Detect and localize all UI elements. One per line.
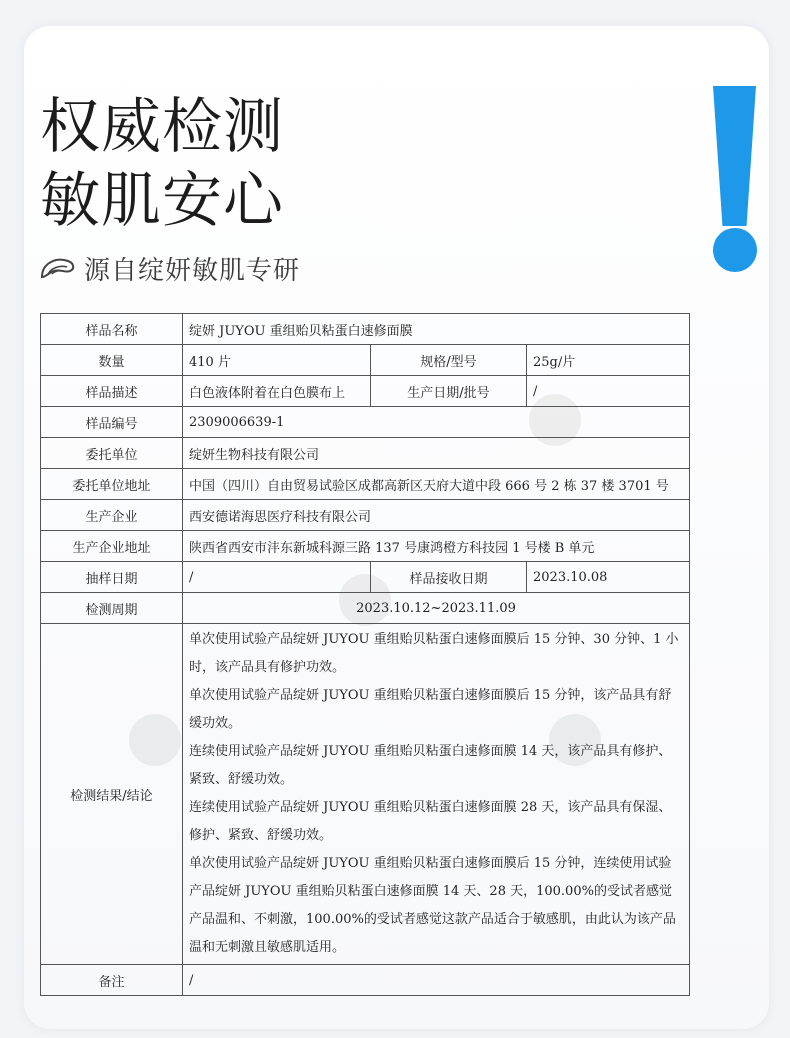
manufacturer-label: 生产企业 — [41, 500, 183, 531]
quantity-value: 410 片 — [183, 345, 371, 376]
receive-date-label: 样品接收日期 — [371, 562, 527, 593]
sampling-date-label: 抽样日期 — [41, 562, 183, 593]
table-row — [41, 562, 690, 593]
remark-label: 备注 — [41, 965, 183, 996]
subtitle-row — [40, 248, 300, 288]
headline-line-1: 权威检测 — [40, 92, 284, 162]
sample-name-value: 绽妍 JUYOU 重组贻贝粘蛋白速修面膜 — [183, 314, 690, 345]
result-paragraph: 连续使用试验产品绽妍 JUYOU 重组贻贝粘蛋白速修面膜 28 天，该产品具有保湿、修护、紧致、舒缓功效。 — [189, 800, 672, 843]
manufacturer-value: 西安德诺海思医疗科技有限公司 — [183, 500, 690, 531]
client-address-value: 中国（四川）自由贸易试验区成都高新区天府大道中段 666 号 2 栋 37 楼 3701 号 — [183, 469, 690, 500]
exclamation-dot-icon — [713, 228, 757, 272]
table-row — [41, 376, 690, 407]
sample-name-label: 样品名称 — [41, 314, 183, 345]
table-row — [41, 531, 690, 562]
description-value: 白色液体附着在白色膜布上 — [183, 376, 371, 407]
table-row — [41, 965, 690, 996]
client-value: 绽妍生物科技有限公司 — [183, 438, 690, 469]
receive-date-value: 2023.10.08 — [527, 562, 690, 593]
production-date-value: / — [527, 376, 690, 407]
table-row — [41, 407, 690, 438]
headline-line-2: 敏肌安心 — [40, 166, 284, 236]
sampling-date-value: / — [183, 562, 371, 593]
quantity-label: 数量 — [41, 345, 183, 376]
subtitle: 源自绽妍敏肌专研 — [84, 255, 301, 286]
manufacturer-address-label: 生产企业地址 — [41, 531, 183, 562]
spec-label: 规格/型号 — [371, 345, 527, 376]
client-address-label: 委托单位地址 — [41, 469, 183, 500]
manufacturer-address-value: 陕西省西安市沣东新城科源三路 137 号康鸿橙方科技园 1 号楼 B 单元 — [183, 531, 690, 562]
table-row — [41, 593, 690, 624]
result-paragraph: 单次使用试验产品绽妍 JUYOU 重组贻贝粘蛋白速修面膜后 15 分钟，连续使用试验产品绽妍 JUYOU 重组贻贝粘蛋白速修面膜 14 天、28 天，100.00%的受试者感觉产品温和、不刺激，100.00%的受试者感觉这款产品适合于敏感肌，由此认为该产品温和无刺激且敏感肌适用。 — [189, 856, 676, 955]
result-paragraph: 单次使用试验产品绽妍 JUYOU 重组贻贝粘蛋白速修面膜后 15 分钟、30 分钟、1 小时，该产品具有修护功效。 — [189, 632, 679, 675]
sample-number-value: 2309006639-1 — [183, 407, 690, 438]
result-paragraph: 连续使用试验产品绽妍 JUYOU 重组贻贝粘蛋白速修面膜 14 天，该产品具有修护、紧致、舒缓功效。 — [189, 744, 672, 787]
spec-value: 25g/片 — [527, 345, 690, 376]
description-label: 样品描述 — [41, 376, 183, 407]
test-period-label: 检测周期 — [41, 593, 183, 624]
table-row — [41, 438, 690, 469]
client-label: 委托单位 — [41, 438, 183, 469]
table-row — [41, 469, 690, 500]
production-date-label: 生产日期/批号 — [371, 376, 527, 407]
result-label: 检测结果/结论 — [41, 624, 183, 965]
remark-value: / — [183, 965, 690, 996]
sample-number-label: 样品编号 — [41, 407, 183, 438]
table-row — [41, 314, 690, 345]
table-row — [41, 345, 690, 376]
table-row — [41, 624, 690, 965]
table-row — [41, 500, 690, 531]
brand-swirl-icon — [40, 253, 76, 283]
test-report-table — [40, 313, 690, 996]
result-cell — [183, 624, 690, 965]
result-paragraph: 单次使用试验产品绽妍 JUYOU 重组贻贝粘蛋白速修面膜后 15 分钟，该产品具有舒缓功效。 — [189, 688, 672, 731]
test-period-value: 2023.10.12~2023.11.09 — [183, 593, 690, 624]
